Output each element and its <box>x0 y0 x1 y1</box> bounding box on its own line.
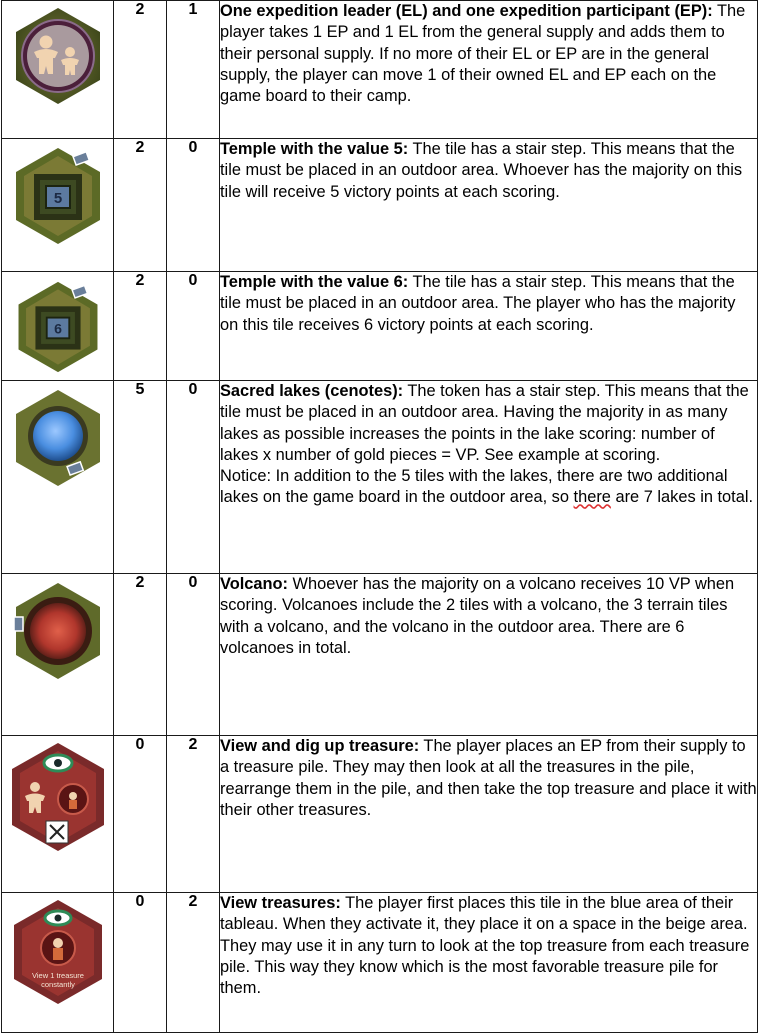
tile-count: 2 <box>114 1 167 139</box>
tile-description <box>220 736 758 893</box>
expedition-members-tile-icon <box>8 6 108 106</box>
tile-title: Sacred lakes (cenotes): <box>220 382 404 400</box>
tile-image-cell <box>2 574 114 736</box>
table-row <box>2 381 758 574</box>
tile-text: The player places an EP from their supply to a treasure pile. They may then look at all the treasures in the pile, rearrange them in the pile, and then take the top treasure and place it with their other treasures. <box>220 737 757 819</box>
tile-value: 0 <box>167 272 220 381</box>
table-row <box>2 893 758 1033</box>
tile-text: The tile has a stair step. This means that the tile must be placed in an outdoor area. Whoever has the majority on this tile will receive 5 victory points at each scoring. <box>220 140 743 201</box>
tile-count: 2 <box>114 139 167 272</box>
tile-image-cell <box>2 272 114 381</box>
tile-note <box>220 466 757 509</box>
tile-image-cell <box>2 381 114 574</box>
tile-title: One expedition leader (EL) and one expedition participant (EP): <box>220 2 713 20</box>
table-row <box>2 736 758 893</box>
tile-description <box>220 272 758 381</box>
tile-text: The player takes 1 EP and 1 EL from the general supply and adds them to their personal supply. If no more of their EL or EP are in the general supply, the player can move 1 of their owned EL and EP each on the game board to their camp. <box>220 2 746 106</box>
tile-description <box>220 139 758 272</box>
tile-image-cell <box>2 139 114 272</box>
tile-value: 1 <box>167 1 220 139</box>
table-row <box>2 272 758 381</box>
svg-text:5: 5 <box>53 190 62 207</box>
tile-title: Volcano: <box>220 575 288 593</box>
tile-count: 0 <box>114 893 167 1033</box>
spellcheck-word: there <box>573 488 611 507</box>
tile-caption-line-1: View 1 treasure <box>31 971 84 980</box>
tile-value: 0 <box>167 381 220 574</box>
tile-text: The player first places this tile in the blue area of their tableau. When they activate it, they place it on a space in the beige area. They may use it in any turn to look at the top treasure from each treasure pile. This way they know which is the most favorable treasure pile for them. <box>220 894 750 998</box>
tile-note-end: are 7 lakes in total. <box>610 488 754 507</box>
sacred-lake-tile-icon <box>8 386 108 490</box>
tile-text: Whoever has the majority on a volcano receives 10 VP when scoring. Volcanoes include the 2 tiles with a volcano, the 3 terrain tiles with a volcano, and the volcano in the outdoor area. There are 6 volcanoes in total. <box>220 575 735 657</box>
tile-description <box>220 574 758 736</box>
tile-title: View and dig up treasure: <box>220 737 420 755</box>
tile-caption-line-2: constantly <box>40 980 75 989</box>
tile-text: The tile has a stair step. This means that the tile must be placed in an outdoor area. The player who has the majority on this tile receives 6 victory points at each scoring. <box>220 273 736 334</box>
tile-image-cell <box>2 1 114 139</box>
tile-count: 2 <box>114 574 167 736</box>
tile-value: 2 <box>167 893 220 1033</box>
temple-5-tile-icon <box>8 144 108 248</box>
tile-value: 2 <box>167 736 220 893</box>
table-row <box>2 1 758 139</box>
tile-count: 2 <box>114 272 167 381</box>
view-treasures-tile-icon <box>8 898 108 1008</box>
tile-note-start: Notice: In addition to the 5 tiles with the lakes, there are two additional lakes on the game board in the outdoor area, so <box>220 467 728 507</box>
tile-text: The token has a stair step. This means that the tile must be placed in an outdoor area. Having the majority in as many lakes as possible increases the points in the lake scoring: number of lakes x number of gold pieces = VP. See example at scoring. <box>220 382 749 464</box>
tile-title: Temple with the value 6: <box>220 273 409 291</box>
svg-text:6: 6 <box>53 320 62 337</box>
dig-treasure-tile-icon <box>8 741 108 853</box>
tile-reference-table <box>1 0 758 1033</box>
tile-description <box>220 893 758 1033</box>
tile-count: 0 <box>114 736 167 893</box>
tile-value: 0 <box>167 139 220 272</box>
tile-count: 5 <box>114 381 167 574</box>
tile-title: View treasures: <box>220 894 341 912</box>
tile-description <box>220 381 758 574</box>
tile-image-cell <box>2 893 114 1033</box>
volcano-tile-icon <box>8 579 108 683</box>
tile-value: 0 <box>167 574 220 736</box>
table-row <box>2 139 758 272</box>
tile-description <box>220 1 758 139</box>
tile-image-cell <box>2 736 114 893</box>
tile-title: Temple with the value 5: <box>220 140 409 158</box>
temple-6-tile-icon <box>11 277 105 377</box>
table-row <box>2 574 758 736</box>
